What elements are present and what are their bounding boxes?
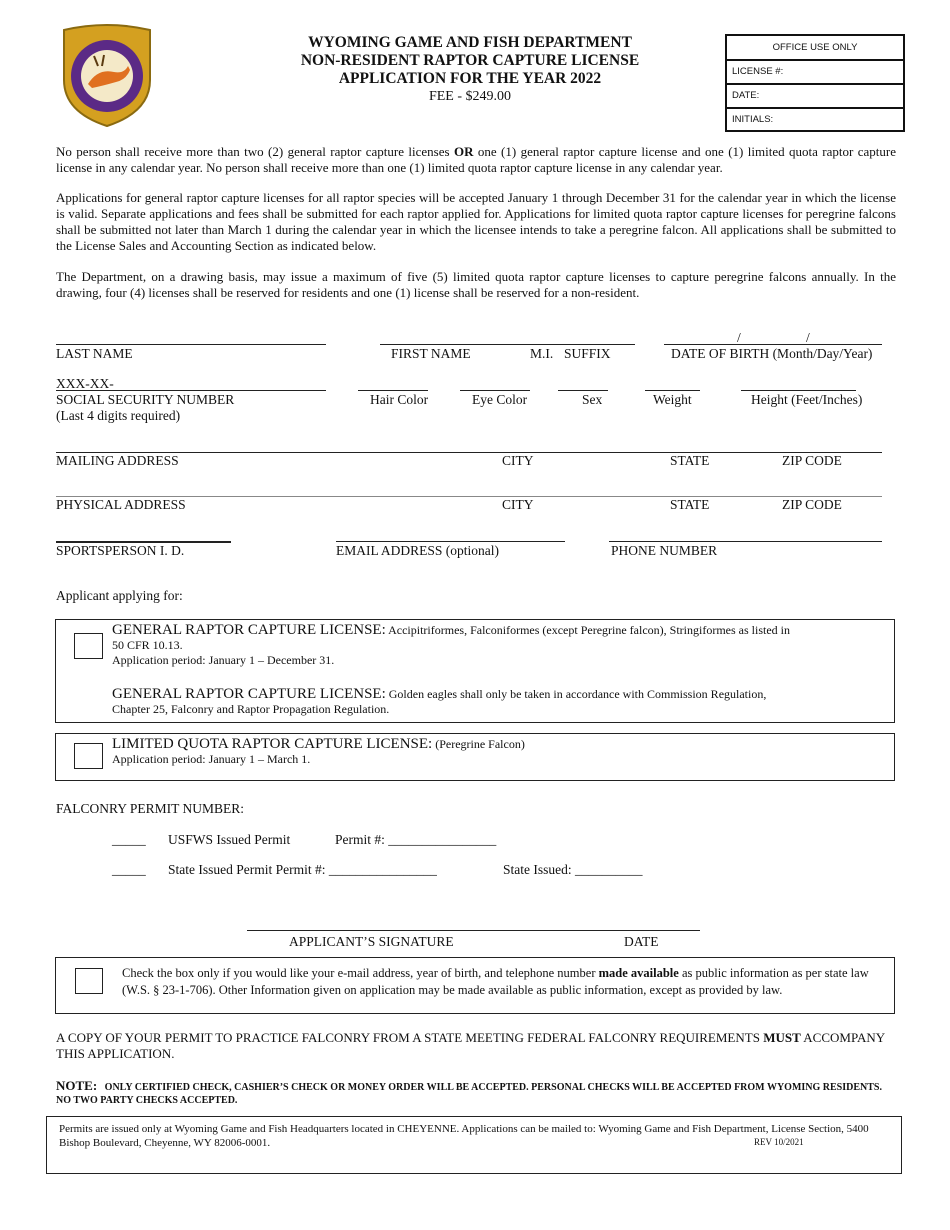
intro-paragraph-2: Applications for general raptor capture licenses for all raptor species will be accepted January 1 through December 31 for the calendar year in which the license is valid. Separate applications and fees shall be submitted for each raptor applied for. Applications for limited quota raptor capture licenses for peregrine falcons shall be submitted not later than March 1 during the calendar year in which the licensee intends to take a peregrine falcon. All applications shall be submitted to the License Sales and Accounting Section as indicated below. [56,190,896,253]
office-use-box [725,34,905,132]
application-year: APPLICATION FOR THE YEAR 2022 [338,70,602,87]
license-title: NON-RESIDENT RAPTOR CAPTURE LICENSE [300,52,640,69]
payment-note [56,1079,886,1107]
office-license-field: LICENSE #: [727,61,903,85]
general-license-1-title: GENERAL RAPTOR CAPTURE LICENSE: [112,622,386,638]
physical-address-label: PHYSICAL ADDRESS [56,497,186,512]
sex-line[interactable] [558,390,608,391]
department-title: WYOMING GAME AND FISH DEPARTMENT [308,34,632,51]
ssn-prefix: XXX-XX- [56,376,114,391]
office-date-field: DATE: [727,85,903,109]
physical-state-label: STATE [670,497,710,512]
limited-license [112,737,812,767]
limited-license-title: LIMITED QUOTA RAPTOR CAPTURE LICENSE: [112,736,433,752]
general-license-1-period: Application period: January 1 – December 31. [112,653,335,667]
first-name-line[interactable] [380,344,635,345]
physical-zip-label: ZIP CODE [782,497,842,512]
sportsperson-id-label: SPORTSPERSON I. D. [56,543,185,558]
dob-line[interactable] [664,344,882,345]
physical-city-label: CITY [502,497,534,512]
first-name-label: FIRST NAME [391,346,471,361]
general-license-checkbox[interactable] [74,633,103,659]
form-header [240,34,700,106]
signature-line[interactable] [247,930,700,931]
usfws-permit-number[interactable]: Permit #: ________________ [335,832,497,847]
footer-text: Permits are issued only at Wyoming Game and Fish Headquarters located in CHEYENNE. Applications can be mailed to: Wyoming Game and Fish Department, License Section, 5400 Bishop Boulevard, Cheyenne, WY 82006-0001. [59,1123,869,1149]
height-label: Height (Feet/Inches) [751,392,863,407]
phone-line[interactable] [609,541,882,542]
last-name-label: LAST NAME [56,346,133,361]
wgfd-seal-logo [58,22,156,128]
usfws-blank[interactable]: _____ [112,832,146,847]
limited-license-checkbox[interactable] [74,743,103,769]
mailing-city-label: CITY [502,453,534,468]
general-license-1 [112,623,792,668]
dob-slash-1: / [737,330,741,345]
public-info-text: Check the box only if you would like your e-mail address, year of birth, and telephone number made available as public information as per state law (W.S. § 23-1-706). Other Information given on application may be made available as public information, except as provided by law. [122,966,869,997]
public-info-checkbox[interactable] [75,968,103,994]
dob-slash-2: / [806,330,810,345]
state-permit-number[interactable]: State Issued Permit Permit #: ________________ [168,862,437,877]
general-license-1-text: Accipitriformes, Falconiformes (except Peregrine falcon), Stringiformes as listed in 50 CFR 10.13. [112,623,790,652]
limited-license-period: Application period: January 1 – March 1. [112,752,311,766]
mailing-zip-label: ZIP CODE [782,453,842,468]
hair-color-line[interactable] [358,390,428,391]
office-initials-field: INITIALS: [732,114,774,125]
revision: REV 10/2021 [754,1137,804,1147]
signature-date-label: DATE [624,934,659,949]
email-label: EMAIL ADDRESS (optional) [336,543,499,558]
falconry-permit-label: FALCONRY PERMIT NUMBER: [56,801,245,816]
weight-label: Weight [653,392,692,407]
weight-line[interactable] [645,390,700,391]
eye-color-label: Eye Color [472,392,528,407]
hair-color-label: Hair Color [370,392,429,407]
mailing-state-label: STATE [670,453,710,468]
general-license-2 [112,687,802,717]
dob-label: DATE OF BIRTH (Month/Day/Year) [671,346,873,361]
state-blank[interactable]: _____ [112,862,146,877]
limited-license-text: (Peregrine Falcon) [432,737,525,751]
state-issued-field[interactable]: State Issued: __________ [503,862,643,877]
height-line[interactable] [741,390,856,391]
applying-for-label: Applicant applying for: [56,588,183,603]
mailing-address-label: MAILING ADDRESS [56,453,179,468]
office-use-title: OFFICE USE ONLY [727,36,903,61]
mailing-address-line[interactable] [56,452,882,453]
eye-color-line[interactable] [460,390,530,391]
general-license-2-title: GENERAL RAPTOR CAPTURE LICENSE: [112,686,386,702]
sex-label: Sex [582,392,603,407]
ssn-note: (Last 4 digits required) [56,408,181,423]
note-label: NOTE: [56,1078,98,1093]
note-text: ONLY CERTIFIED CHECK, CASHIER’S CHECK OR MONEY ORDER WILL BE ACCEPTED. PERSONAL CHECKS WILL BE ACCEPTED FROM WYOMING RESIDENTS. NO TWO PARTY CHECKS ACCEPTED. [56,1082,882,1106]
usfws-permit-label: USFWS Issued Permit [168,832,291,847]
ssn-line[interactable] [56,390,326,391]
signature-label: APPLICANT’S SIGNATURE [289,934,454,949]
phone-label: PHONE NUMBER [611,543,718,558]
last-name-line[interactable] [56,344,326,345]
fee: FEE - $249.00 [428,89,512,104]
copy-notice: A COPY OF YOUR PERMIT TO PRACTICE FALCONRY FROM A STATE MEETING FEDERAL FALCONRY REQUIREMENTS MUST ACCOMPANY THIS APPLICATION. [56,1030,885,1061]
mi-label: M.I. [530,346,554,361]
general-license-2-text: Golden eagles shall only be taken in accordance with Commission Regulation, Chapter 25, Falconry and Raptor Propagation Regulation. [112,687,767,716]
intro-paragraph-3: The Department, on a drawing basis, may issue a maximum of five (5) limited quota raptor capture licenses to capture peregrine falcons annually. In the drawing, four (4) licenses shall be reserved for residents and one (1) license shall be reserved for a non-resident. [56,269,896,300]
email-line[interactable] [336,541,565,542]
intro-paragraph-1: No person shall receive more than two (2) general raptor capture licenses OR one (1) general raptor capture license and one (1) limited quota raptor capture license in any calendar year. No person shall receive more than one (1) limited quota raptor capture license in any calendar year. [56,144,896,175]
ssn-label: SOCIAL SECURITY NUMBER [56,392,235,407]
suffix-label: SUFFIX [564,346,611,361]
